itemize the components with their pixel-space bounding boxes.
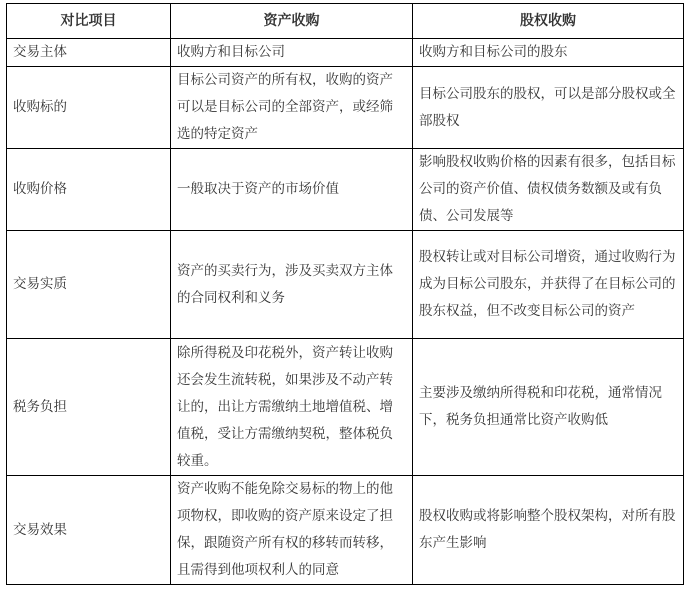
table-row (7, 149, 684, 231)
asset-cell: 收购方和目标公司 (171, 39, 413, 67)
equity-cell: 收购方和目标公司的股东 (413, 39, 684, 67)
equity-cell: 目标公司股东的股权，可以是部分股权或全部股权 (413, 67, 684, 149)
table-row (7, 39, 684, 67)
row-label: 交易效果 (7, 476, 171, 585)
equity-cell: 影响股权收购价格的因素有很多，包括目标公司的资产价值、债权债务数额及或有负债、公司发展等 (413, 149, 684, 231)
asset-cell: 资产的买卖行为，涉及买卖双方主体的合同权利和义务 (171, 231, 413, 339)
table-row (7, 476, 684, 585)
row-label: 交易主体 (7, 39, 171, 67)
table-row (7, 339, 684, 476)
comparison-table (6, 3, 684, 585)
equity-cell: 股权收购或将影响整个股权架构，对所有股东产生影响 (413, 476, 684, 585)
header-row (7, 4, 684, 39)
asset-cell: 除所得税及印花税外，资产转让收购还会发生流转税，如果涉及不动产转让的，出让方需缴纳土地增值税、增值税，受让方需缴纳契税，整体税负较重。 (171, 339, 413, 476)
row-label: 收购标的 (7, 67, 171, 149)
asset-cell: 资产收购不能免除交易标的物上的他项物权，即收购的资产原来设定了担保，跟随资产所有权的移转而转移，且需得到他项权利人的同意 (171, 476, 413, 585)
row-label: 收购价格 (7, 149, 171, 231)
row-label: 交易实质 (7, 231, 171, 339)
header-equity-acquisition: 股权收购 (413, 4, 684, 39)
equity-cell: 主要涉及缴纳所得税和印花税，通常情况下，税务负担通常比资产收购低 (413, 339, 684, 476)
row-label: 税务负担 (7, 339, 171, 476)
table-row (7, 67, 684, 149)
header-comparison-item: 对比项目 (7, 4, 171, 39)
equity-cell: 股权转让或对目标公司增资，通过收购行为成为目标公司股东，并获得了在目标公司的股东权益，但不改变目标公司的资产 (413, 231, 684, 339)
table-row (7, 231, 684, 339)
asset-cell: 目标公司资产的所有权，收购的资产可以是目标公司的全部资产，或经筛选的特定资产 (171, 67, 413, 149)
header-asset-acquisition: 资产收购 (171, 4, 413, 39)
asset-cell: 一般取决于资产的市场价值 (171, 149, 413, 231)
